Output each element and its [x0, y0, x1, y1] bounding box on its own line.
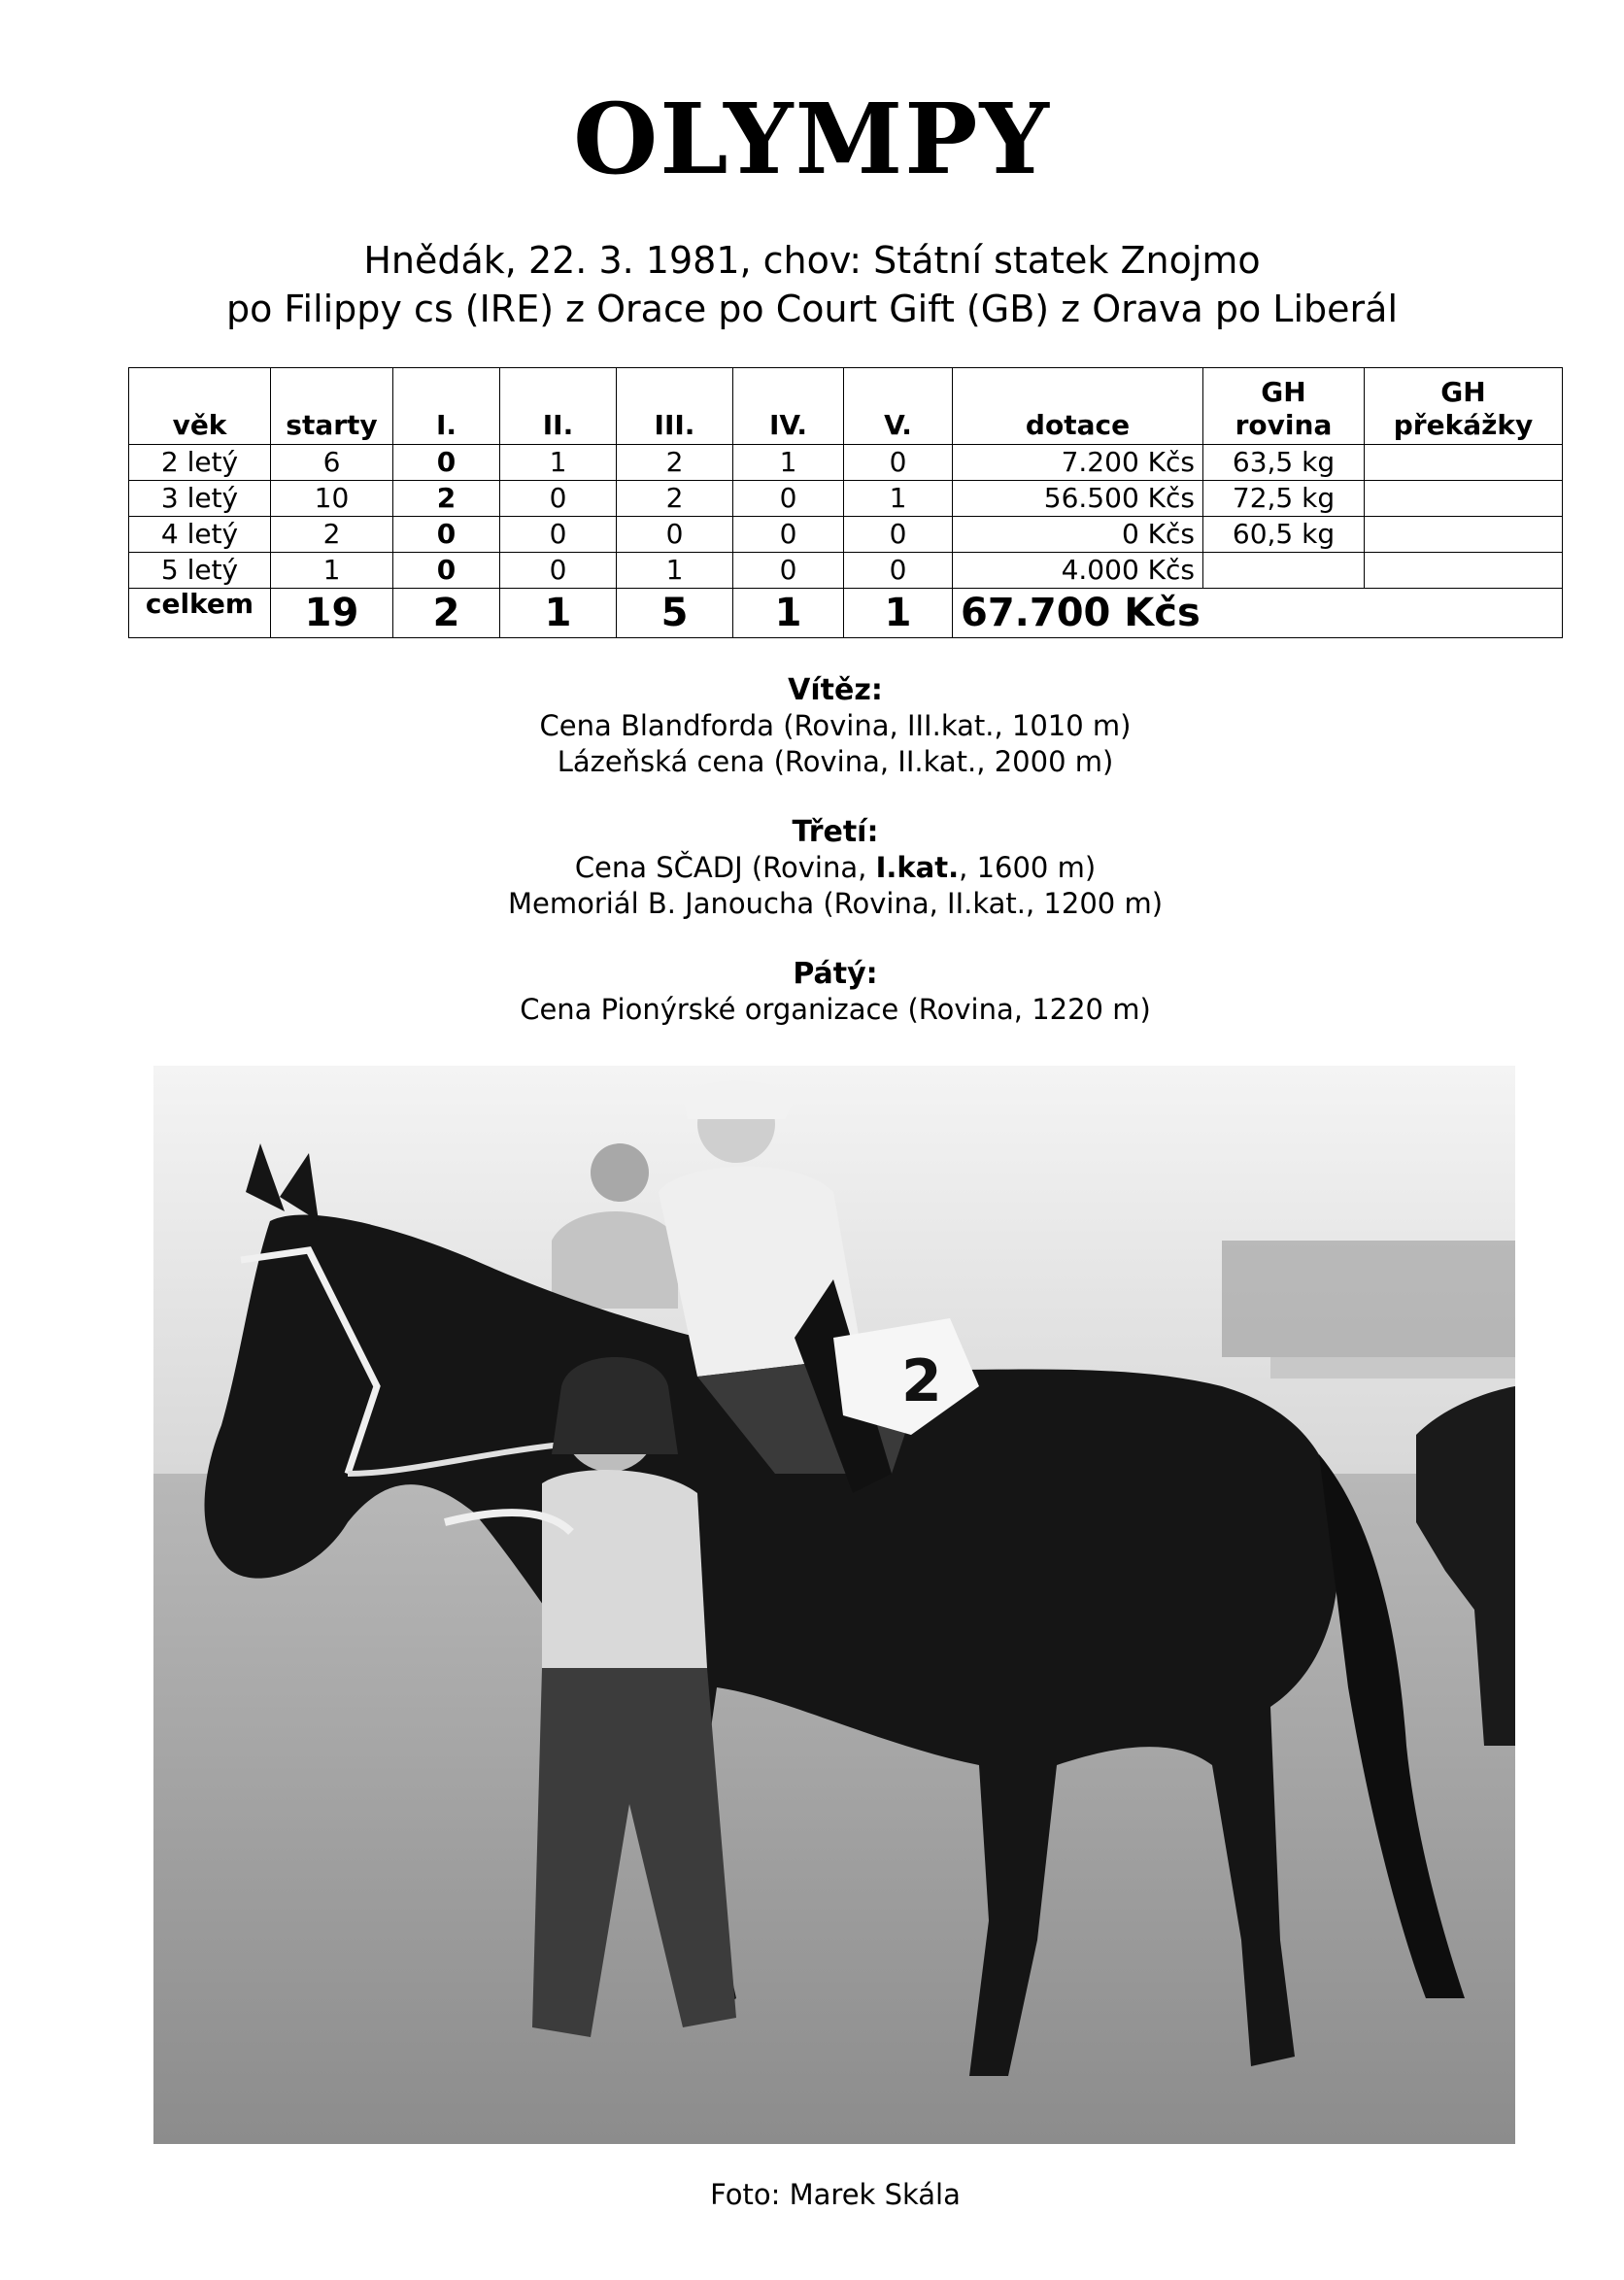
header-fourth: IV. [733, 368, 844, 445]
third-section [0, 814, 1624, 922]
cell-first: 0 [393, 517, 500, 553]
third-race-text: Cena SČADJ (Rovina, [574, 851, 876, 884]
header-prize: dotace [953, 368, 1203, 445]
total-second: 1 [500, 589, 617, 638]
header-second: II. [500, 368, 617, 445]
header-age: věk [129, 368, 271, 445]
fifth-heading: Pátý: [793, 957, 878, 991]
header-gh-flat-line2: rovina [1235, 409, 1333, 441]
cell-gh-flat [1203, 553, 1365, 589]
cell-first: 0 [393, 553, 500, 589]
cell-fifth: 0 [844, 553, 953, 589]
saddle-number: 2 [901, 1347, 942, 1415]
cell-starts: 6 [271, 445, 393, 481]
header-gh-flat [1203, 368, 1365, 445]
race-stats-table [128, 367, 1563, 638]
header-gh-jump-line2: překážky [1393, 409, 1534, 441]
cell-second: 1 [500, 445, 617, 481]
total-starts: 19 [271, 589, 393, 638]
cell-gh-jump [1365, 445, 1563, 481]
winner-race: Lázeňská cena (Rovina, II.kat., 2000 m) [557, 745, 1114, 778]
cell-fourth: 0 [733, 481, 844, 517]
cell-age: 3 letý [129, 481, 271, 517]
cell-fifth: 0 [844, 517, 953, 553]
cell-third: 2 [617, 445, 733, 481]
cell-gh-jump [1365, 517, 1563, 553]
cell-prize: 0 Kčs [953, 517, 1203, 553]
cell-gh-flat: 63,5 kg [1203, 445, 1365, 481]
horse-details: Hnědák, 22. 3. 1981, chov: Státní statek Znojmo [363, 239, 1261, 282]
cell-prize: 56.500 Kčs [953, 481, 1203, 517]
third-heading: Třetí: [792, 815, 879, 849]
cell-gh-jump [1365, 553, 1563, 589]
table-row [129, 553, 1563, 589]
winner-section [0, 672, 1624, 780]
cell-first: 2 [393, 481, 500, 517]
cell-first: 0 [393, 445, 500, 481]
total-first: 2 [393, 589, 500, 638]
cell-starts: 1 [271, 553, 393, 589]
cell-fourth: 1 [733, 445, 844, 481]
cell-age: 5 letý [129, 553, 271, 589]
total-prize: 67.700 Kčs [953, 589, 1563, 638]
cell-gh-flat: 72,5 kg [1203, 481, 1365, 517]
table-header-row [129, 368, 1563, 445]
header-fifth: V. [844, 368, 953, 445]
third-race [0, 850, 1624, 886]
cell-gh-jump [1365, 481, 1563, 517]
third-race-category: I.kat. [875, 851, 960, 884]
fifth-section [0, 956, 1624, 1028]
cell-second: 0 [500, 481, 617, 517]
table-total-row [129, 589, 1563, 638]
header-gh-flat-line1: GH [1261, 376, 1306, 408]
header-gh-jump [1365, 368, 1563, 445]
header-first: I. [393, 368, 500, 445]
header-gh-jump-line1: GH [1440, 376, 1486, 408]
header-starts: starty [271, 368, 393, 445]
third-race-distance: , 1600 m) [959, 851, 1097, 884]
table-row [129, 481, 1563, 517]
header-third: III. [617, 368, 733, 445]
horse-name-title: OLYMPY [573, 82, 1051, 196]
winner-race: Cena Blandforda (Rovina, III.kat., 1010 m) [539, 709, 1132, 742]
total-fifth: 1 [844, 589, 953, 638]
horse-pedigree: po Filippy cs (IRE) z Orace po Court Gift (GB) z Orava po Liberál [225, 288, 1399, 330]
cell-fourth: 0 [733, 517, 844, 553]
cell-prize: 7.200 Kčs [953, 445, 1203, 481]
cell-starts: 10 [271, 481, 393, 517]
total-fourth: 1 [733, 589, 844, 638]
fifth-race: Cena Pionýrské organizace (Rovina, 1220 m) [520, 993, 1151, 1026]
total-third: 5 [617, 589, 733, 638]
cell-prize: 4.000 Kčs [953, 553, 1203, 589]
photo-credit: Foto: Marek Skála [710, 2178, 961, 2211]
cell-second: 0 [500, 517, 617, 553]
cell-starts: 2 [271, 517, 393, 553]
racehorse-photo [153, 1066, 1515, 2144]
cell-fourth: 0 [733, 553, 844, 589]
cell-age: 4 letý [129, 517, 271, 553]
table-row [129, 445, 1563, 481]
total-label: celkem [129, 589, 271, 638]
cell-age: 2 letý [129, 445, 271, 481]
winner-heading: Vítěz: [788, 673, 883, 707]
cell-third: 0 [617, 517, 733, 553]
cell-fifth: 0 [844, 445, 953, 481]
table-row [129, 517, 1563, 553]
cell-gh-flat: 60,5 kg [1203, 517, 1365, 553]
cell-third: 2 [617, 481, 733, 517]
cell-fifth: 1 [844, 481, 953, 517]
cell-second: 0 [500, 553, 617, 589]
racehorse-photo-drawing [153, 1066, 1515, 2144]
cell-third: 1 [617, 553, 733, 589]
third-race: Memoriál B. Janoucha (Rovina, II.kat., 1200 m) [507, 887, 1164, 920]
